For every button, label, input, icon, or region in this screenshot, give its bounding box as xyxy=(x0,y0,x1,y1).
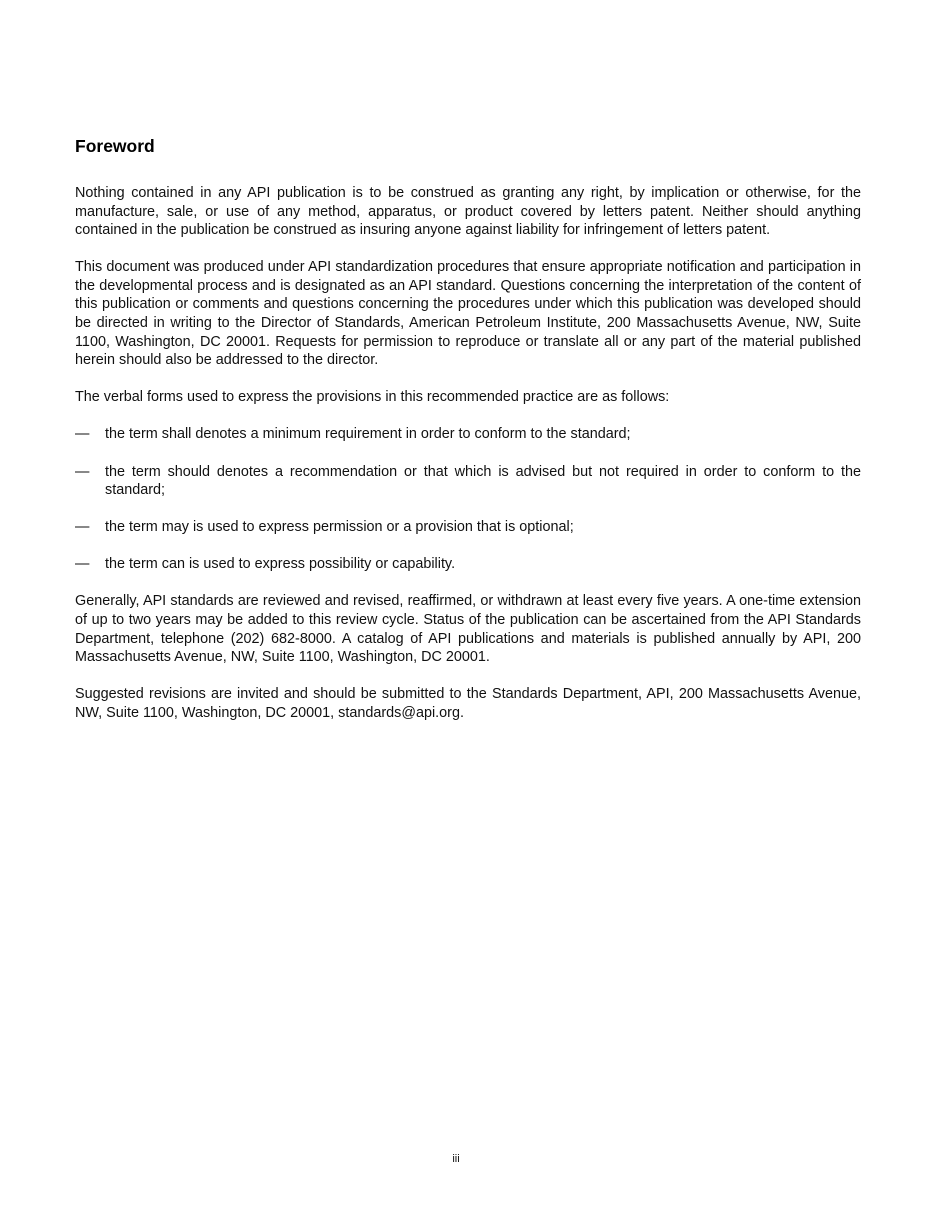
review-cycle-paragraph: Generally, API standards are reviewed and revised, reaffirmed, or withdrawn at least every five years. A one-time extension of up to two years may be added to this review cycle. Status of the publication can be ascertained from the API Standards Department, telephone (202) 682-8000. A catalog of API publications and materials is published annually by API, 200 Massachusetts Avenue, NW, Suite 1100, Washington, DC 20001. xyxy=(75,593,861,666)
patent-disclaimer-paragraph: Nothing contained in any API publication is to be construed as granting any right, by implication or otherwise, for the manufacture, sale, or use of any method, apparatus, or product covered by letters patent. Neither should anything contained in the publication be construed as insuring anyone against liability for infringement of letters patent. xyxy=(75,185,861,239)
suggested-revisions-paragraph: Suggested revisions are invited and should be submitted to the Standards Department, API, 200 Massachusetts Avenue, NW, Suite 1100, Washington, DC 20001, standards@api.org. xyxy=(75,686,861,721)
list-dash: — xyxy=(75,426,90,443)
page-title: Foreword xyxy=(75,136,155,156)
term-list-item-may xyxy=(75,518,861,537)
list-dash: — xyxy=(75,519,90,536)
verbal-forms-intro-paragraph: The verbal forms used to express the provisions in this recommended practice are as follows: xyxy=(75,389,670,406)
foreword-page xyxy=(75,135,861,741)
term-text: the term should denotes a recommendation or that which is advised but not required in order to conform to the standard; xyxy=(105,463,861,499)
list-dash: — xyxy=(75,556,90,573)
page-number: iii xyxy=(452,1153,460,1165)
list-dash: — xyxy=(75,463,90,480)
term-list-item-should xyxy=(75,463,861,500)
term-text: the term shall denotes a minimum requirement in order to conform to the standard; xyxy=(105,426,631,443)
standardization-paragraph: This document was produced under API standardization procedures that ensure appropriate notification and participation in the developmental process and is designated as an API standard. Questions concerning the interpretation of the content of this publication or comments and questions concerning the procedures under which this publication was developed should be directed in writing to the Director of Standards, American Petroleum Institute, 200 Massachusetts Avenue, NW, Suite 1100, Washington, DC 20001. Requests for permission to reproduce or translate all or any part of the material published herein should also be addressed to the director. xyxy=(75,259,861,369)
term-list-item-can xyxy=(75,555,861,574)
term-text: the term may is used to express permission or a provision that is optional; xyxy=(105,519,574,536)
term-text: the term can is used to express possibility or capability. xyxy=(105,556,456,573)
term-list-item-shall xyxy=(75,425,861,444)
